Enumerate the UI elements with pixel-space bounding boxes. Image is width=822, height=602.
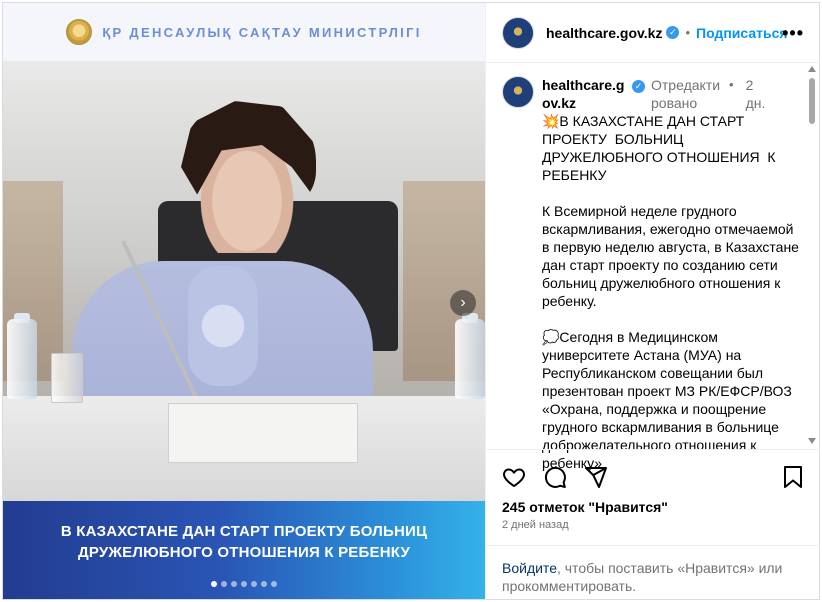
carousel-dot[interactable] <box>231 581 237 587</box>
carousel-dot[interactable] <box>261 581 267 587</box>
banner-line-1: В КАЗАХСТАНЕ ДАН СТАРТ ПРОЕКТУ БОЛЬНИЦ <box>60 523 428 540</box>
like-heart-icon[interactable] <box>502 465 526 489</box>
header-username[interactable]: healthcare.gov.kz <box>546 24 663 41</box>
verified-badge-icon: ✓ <box>632 80 645 93</box>
post-header <box>486 3 820 63</box>
post-media <box>3 3 485 599</box>
login-prompt <box>486 545 820 599</box>
banner-text <box>3 521 485 563</box>
post-photo <box>3 61 485 501</box>
caption-scrollbar[interactable] <box>805 64 819 448</box>
caption-body <box>542 76 804 472</box>
action-bar <box>486 449 820 505</box>
carousel-dot[interactable] <box>241 581 247 587</box>
carousel-dots <box>3 581 485 587</box>
comment-icon[interactable] <box>543 465 567 489</box>
caption-time[interactable]: 2 дн. <box>745 77 766 111</box>
carousel-dot[interactable] <box>251 581 257 587</box>
water-bottle <box>455 319 485 399</box>
ministry-header <box>3 3 485 61</box>
follow-button[interactable]: Подписаться <box>696 24 788 41</box>
water-bottle <box>7 319 37 399</box>
share-icon[interactable] <box>584 465 608 489</box>
caption-text: 💥В КАЗАХСТАНЕ ДАН СТАРТ ПРОЕКТУ БОЛЬНИЦ ДРУЖЕЛЮБНОГО ОТНОШЕНИЯ К РЕБЕНКУ К Всемирной неделе грудного вскармливания, ежегодно отмечаемой в первую неделю августа, в Казахстане дан старт проекту по созданию сети больниц дружелюбного отношения к ребенку. 💭Сегодня в Медицинском университете Астана (МУА) на Республиканском совещании был презентован проект МЗ РК/ЕФСР/ВОЗ «Охрана, поддержка и поощрение грудного вскармливания в больнице доброжелательного отношения к ребенку» <box>542 113 799 471</box>
caption-username[interactable]: healthcare.gov.kz <box>542 77 625 111</box>
water-glass <box>51 353 83 403</box>
scroll-up-arrow-icon[interactable] <box>808 66 816 72</box>
caption-meta <box>542 76 804 112</box>
kazakhstan-emblem-icon <box>66 19 92 45</box>
login-prompt-text: , чтобы поставить «Нравится» или прокомментировать. <box>502 560 783 594</box>
caption-row <box>502 76 806 472</box>
carousel-dot[interactable] <box>211 581 217 587</box>
caption-avatar[interactable] <box>502 76 534 108</box>
scroll-down-arrow-icon[interactable] <box>808 438 816 444</box>
post-dialog <box>2 2 820 600</box>
caption-scroll-area[interactable] <box>486 64 806 471</box>
verified-badge-icon: ✓ <box>666 26 679 39</box>
carousel-dot[interactable] <box>221 581 227 587</box>
carousel-dot[interactable] <box>271 581 277 587</box>
post-sidebar <box>485 3 819 599</box>
media-banner <box>3 501 485 599</box>
carousel-next-button[interactable]: › <box>450 290 476 316</box>
caption-separator: • <box>729 77 734 92</box>
person-scarf <box>188 266 258 386</box>
header-separator: • <box>685 25 691 40</box>
edited-label: Отредактировано <box>651 77 721 111</box>
nameplate <box>168 403 358 463</box>
more-options-icon[interactable]: ••• <box>782 23 804 43</box>
scroll-thumb[interactable] <box>809 78 815 124</box>
login-link[interactable]: Войдите <box>502 560 557 576</box>
banner-line-2: ДРУЖЕЛЮБНОГО ОТНОШЕНИЯ К РЕБЕНКУ <box>78 544 410 561</box>
likes-count[interactable]: 245 отметок "Нравится" <box>502 499 668 515</box>
avatar[interactable] <box>502 17 534 49</box>
post-date[interactable]: 2 дней назад <box>502 519 569 531</box>
bookmark-icon[interactable] <box>782 465 804 489</box>
ministry-title: ҚР ДЕНСАУЛЫҚ САҚТАУ МИНИСТРЛІГІ <box>102 24 422 40</box>
